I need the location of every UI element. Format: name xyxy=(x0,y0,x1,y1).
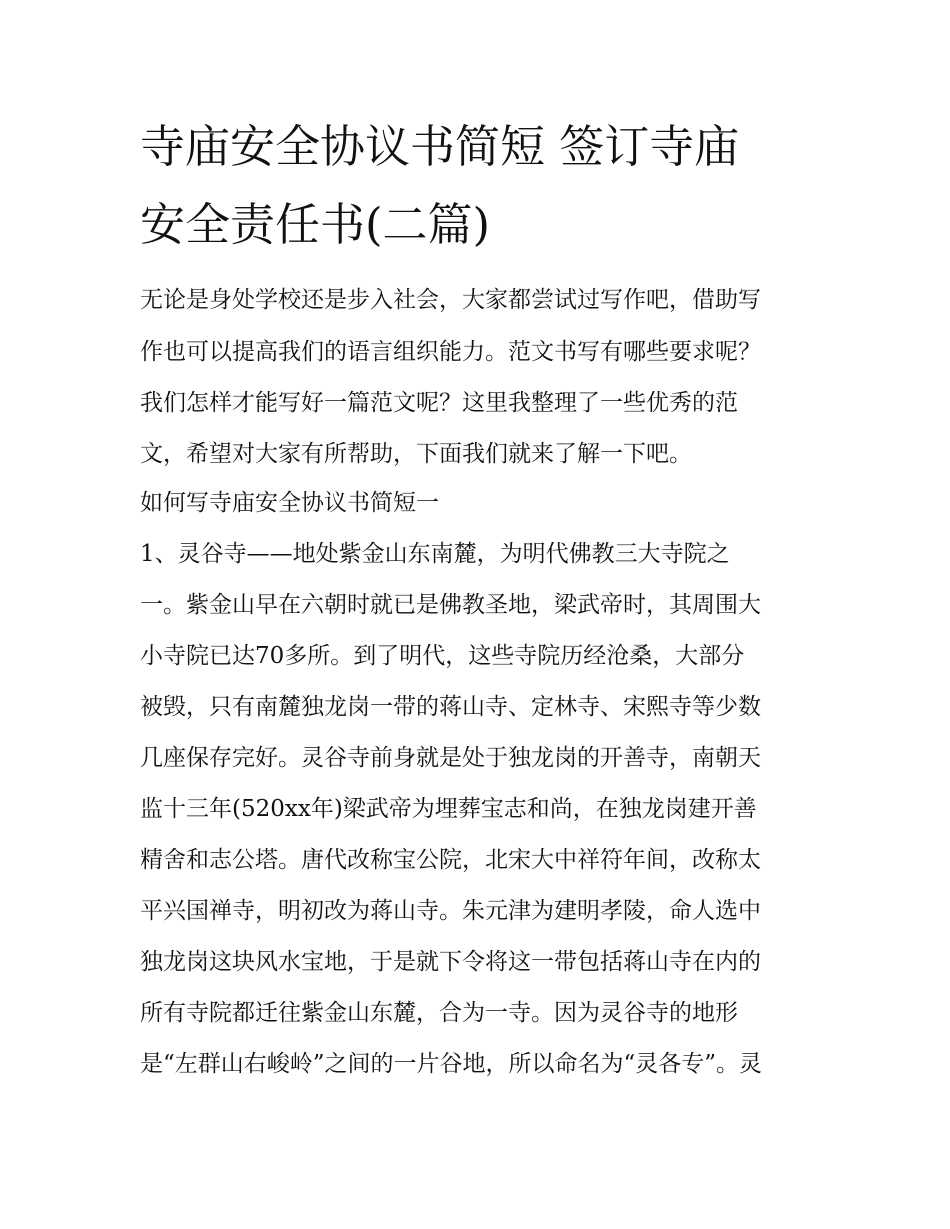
title-line-1: 寺庙安全协议书简短 签订寺庙 xyxy=(140,120,740,173)
body-line-3: 我们怎样才能写好一篇范文呢？这里我整理了一些优秀的范 xyxy=(140,390,738,416)
body-line-16: 是“左群山右峻岭”之间的一片谷地，所以命名为“灵各专”。灵 xyxy=(140,1051,763,1077)
section-heading: 如何写寺庙安全协议书简短一 xyxy=(140,490,439,516)
body-line-1: 无论是身处学校还是步入社会，大家都尝试过写作吧，借助写 xyxy=(140,287,761,313)
body-line-7: 一。紫金山早在六朝时就已是佛教圣地，梁武帝时，其周围大 xyxy=(140,592,761,618)
body-line-8: 小寺院已达70多所。到了明代，这些寺院历经沧桑，大部分 xyxy=(140,643,745,669)
body-line-13: 平兴国禅寺，明初改为蒋山寺。朱元津为建明孝陵，命人选中 xyxy=(140,898,761,924)
body-line-10: 几座保存完好。灵谷寺前身就是处于独龙岗的开善寺，南朝天 xyxy=(140,745,761,771)
body-line-2: 作也可以提高我们的语言组织能力。范文书写有哪些要求呢？ xyxy=(140,339,761,365)
body-line-14: 独龙岗这块风水宝地，于是就下令将这一带包括蒋山寺在内的 xyxy=(140,949,761,975)
body-line-9: 被毁，只有南麓独龙岗一带的蒋山寺、定林寺、宋熙寺等少数 xyxy=(140,694,761,720)
body-line-11: 监十三年(520xx年)梁武帝为埋葬宝志和尚，在独龙岗建开善 xyxy=(140,796,757,822)
body-line-4: 文，希望对大家有所帮助，下面我们就来了解一下吧。 xyxy=(140,441,692,467)
body-line-12: 精舍和志公塔。唐代改称宝公院，北宋大中祥符年间，改称太 xyxy=(140,847,761,873)
body-line-15: 所有寺院都迁往紫金山东麓，合为一寺。因为灵谷寺的地形 xyxy=(140,1000,738,1026)
title-line-2: 安全责任书(二篇) xyxy=(140,198,491,251)
body-line-6: 1、灵谷寺——地处紫金山东南麓，为明代佛教三大寺院之 xyxy=(140,541,730,567)
